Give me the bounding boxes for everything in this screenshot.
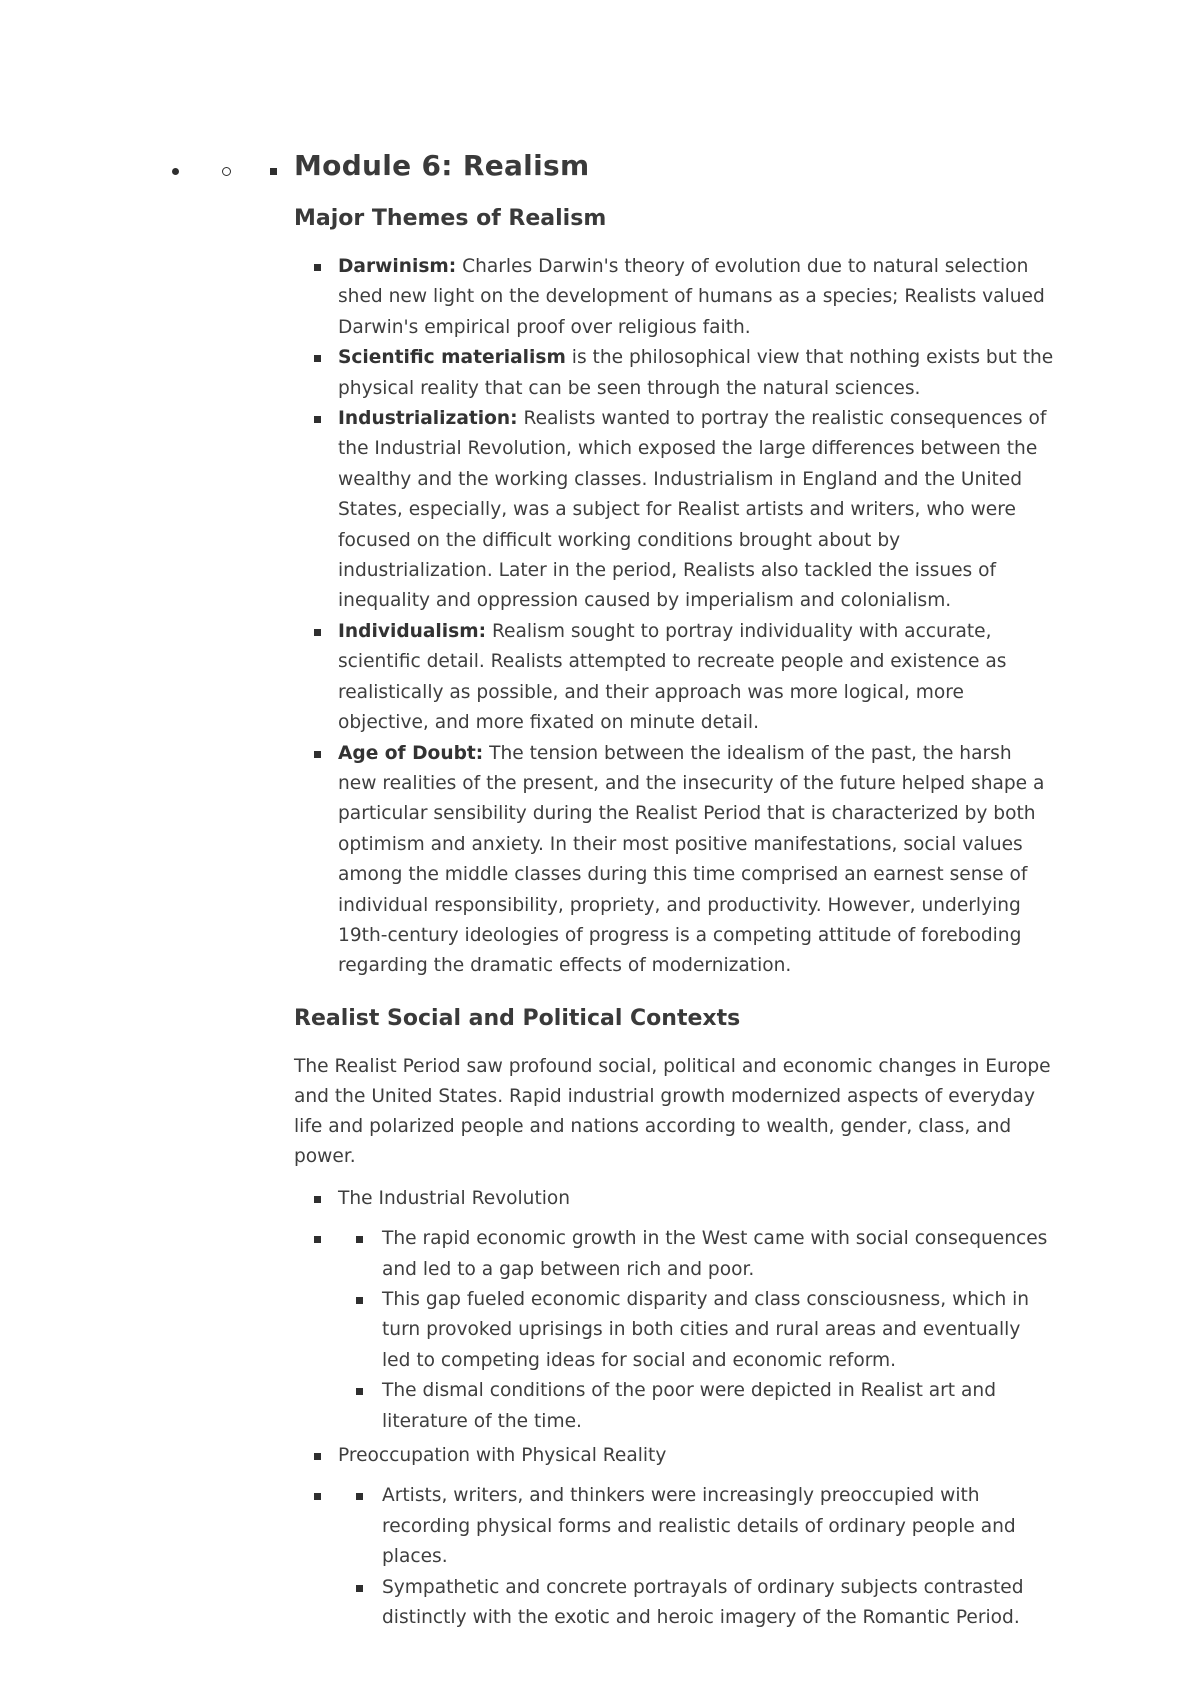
square-bullet-icon [314,1236,321,1243]
theme-term: Age of Doubt: [338,742,484,764]
context-point-text: Artists, writers, and thinkers were increasingly preoccupied with recording physical forms and realistic details of ordinary people and places. [382,1485,1016,1568]
contexts-heading: Realist Social and Political Contexts [294,1005,741,1031]
theme-text: Realists wanted to portray the realistic consequences of the Industrial Revolution, which exposed the large differences between the wealthy and the working classes. Industrialism in England and the United States, especially, was a subject for Realist artists and writers, who were focused on the difficult working conditions brought about by industrialization. Later in the period, Realists also tackled the issues of inequality and oppression caused by imperialism and colonialism. [338,408,1047,612]
theme-item-industrialization [294,404,1054,617]
theme-text: is the philosophical view that nothing exists but the physical reality that can be seen through the natural sciences. [338,347,1054,399]
square-bullet-icon [270,168,277,175]
context-section-points [294,1481,1054,1633]
contexts-list [294,1184,1054,1634]
context-point-text: Sympathetic and concrete portrayals of ordinary subjects contrasted distinctly with the exotic and heroic imagery of the Romantic Period. [382,1576,1024,1629]
square-bullet-icon [314,751,321,758]
theme-text: Realism sought to portray individuality with accurate, scientific detail. Realists attempted to recreate people and existence as realistically as possible, and their approach was more logical, more objective, and more fixated on minute detail. [338,620,1007,734]
theme-text: Charles Darwin's theory of evolution due to natural selection shed new light on the development of humans as a species; Realists valued Darwin's empirical proof over religious faith. [338,256,1045,338]
theme-term: Industrialization: [338,408,518,430]
list-item [336,1376,1054,1437]
square-bullet-icon [356,1297,363,1304]
theme-item-scientific-materialism [294,343,1054,404]
list-item [336,1224,1054,1285]
square-bullet-icon [314,355,321,362]
context-point-text: The dismal conditions of the poor were depicted in Realist art and literature of the time. [382,1380,996,1432]
context-section-label: Preoccupation with Physical Reality [338,1445,667,1466]
square-bullet-icon [356,1388,363,1395]
themes-list [294,252,1054,982]
context-sublist [338,1224,1054,1437]
square-bullet-icon [314,629,321,636]
context-sublist [338,1481,1054,1633]
square-bullet-icon [356,1236,363,1243]
square-bullet-icon [314,416,321,423]
square-bullet-icon [314,1453,321,1460]
context-section-title [294,1184,1054,1214]
themes-heading: Major Themes of Realism [294,206,607,231]
theme-text: The tension between the idealism of the past, the harsh new realities of the present, and the insecurity of the future helped shape a particular sensibility during the Realist Period that is characterized by both optimism and anxiety. In their most positive manifestations, social values among the middle classes during this time comprised an earnest sense of individual responsibility, propriety, and productivity. However, underlying 19th-century ideologies of progress is a competing attitude of foreboding regarding the dramatic effects of modernization. [338,742,1045,977]
square-bullet-icon [356,1493,363,1500]
circle-bullet-icon [222,167,231,176]
context-point-text: The rapid economic growth in the West came with social consequences and led to a gap between rich and poor. [382,1228,1048,1280]
list-item [336,1285,1054,1376]
theme-term: Individualism: [338,620,487,642]
context-section-points [294,1224,1054,1437]
list-item [336,1573,1054,1634]
list-item [336,1481,1054,1572]
contexts-intro: The Realist Period saw profound social, political and economic changes in Europe and the United States. Rapid industrial growth modernized aspects of everyday life and polarized people and nations according to wealth, gender, class, and power. [294,1055,1051,1167]
context-section-title [294,1441,1054,1471]
square-bullet-icon [314,1196,321,1203]
theme-item-age-of-doubt [294,739,1054,982]
square-bullet-icon [356,1585,363,1592]
square-bullet-icon [314,1493,321,1500]
square-bullet-icon [314,264,321,271]
main-content [294,148,1054,1637]
theme-term: Darwinism: [338,256,457,277]
module-title: Module 6: Realism [294,149,590,182]
theme-item-darwinism [294,252,1054,343]
context-point-text: This gap fueled economic disparity and class consciousness, which in turn provoked uprisings in both cities and rural areas and eventually led to competing ideas for social and economic reform. [382,1288,1030,1371]
disc-bullet-icon [172,168,179,175]
theme-term: Scientific materialism [338,347,566,369]
context-section-label: The Industrial Revolution [338,1187,571,1209]
theme-item-individualism [294,617,1054,739]
